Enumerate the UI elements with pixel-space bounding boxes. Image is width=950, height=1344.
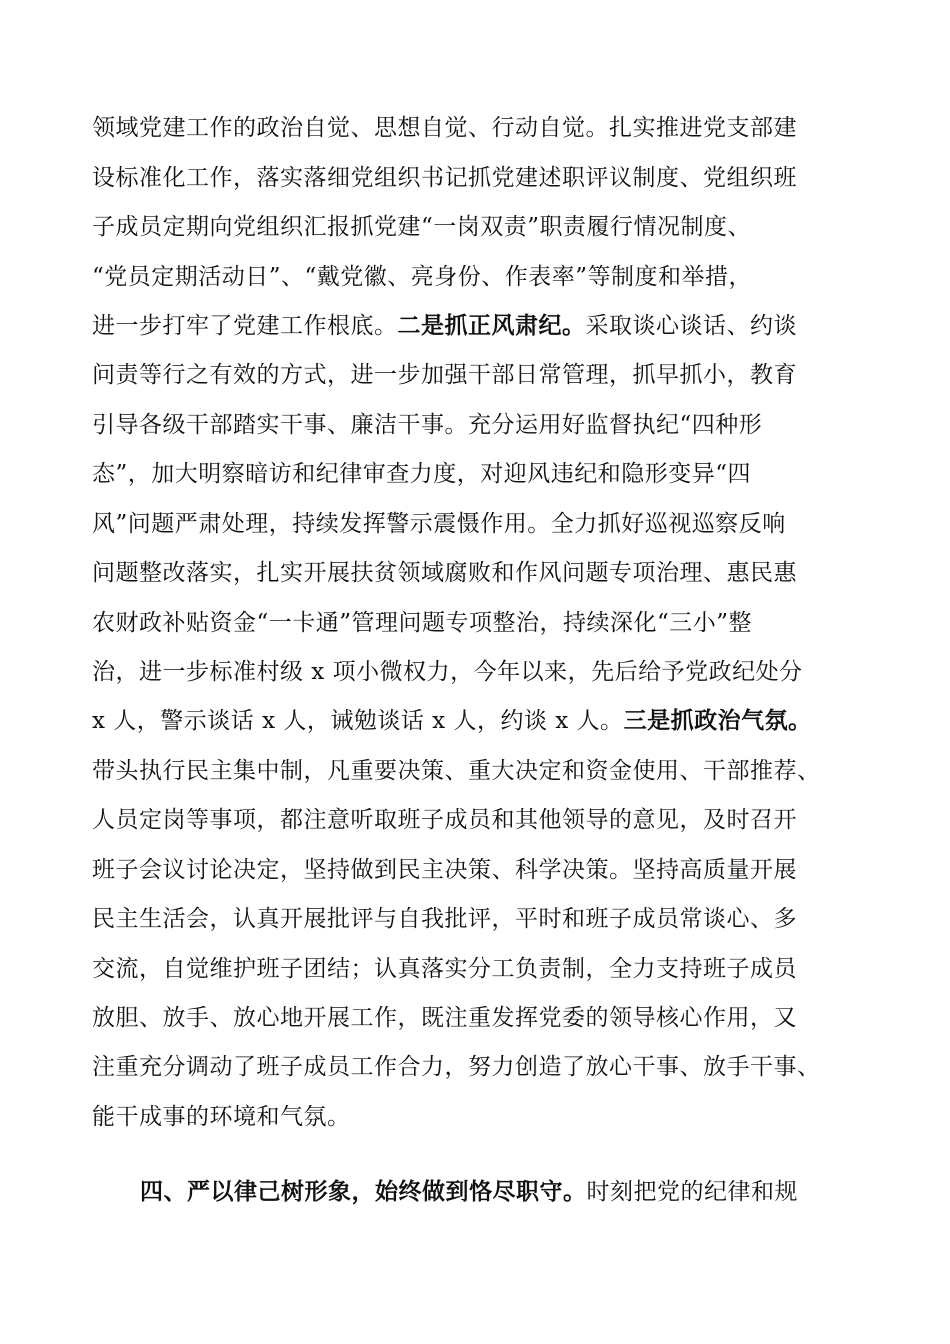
- bold-heading-inline: 三是抓政治气氛。: [623, 707, 812, 734]
- text-line: 引导各级干部踏实干事、廉洁干事。充分运用好监督执纪“四种形: [92, 412, 763, 438]
- text-line: 进一步打牢了党建工作根底。二是抓正风肃纪。采取谈心谈话、约谈: [92, 312, 797, 339]
- text-line: 问题整改落实，扎实开展扶贫领域腐败和作风问题专项治理、惠民惠: [92, 560, 797, 586]
- text-line: 班子会议讨论决定，坚持做到民主决策、科学决策。坚持高质量开展: [92, 857, 797, 883]
- section-heading: 四、严以律己树形象，始终做到恪尽职守。: [140, 1178, 587, 1205]
- text-line: x 人，警示谈话 x 人，诫勉谈话 x 人，约谈 x 人。三是抓政治气氛。: [92, 707, 812, 734]
- text-line: 治，进一步标准村级 x 项小微权力，今年以来，先后给予党政纪处分: [92, 659, 803, 685]
- text-line: “党员定期活动日”、“戴党徽、亮身份、作表率”等制度和举措，: [92, 264, 753, 290]
- text-line: 领域党建工作的政治自觉、思想自觉、行动自觉。扎实推进党支部建: [92, 115, 797, 141]
- text-line: 农财政补贴资金“一卡通”管理问题专项整治，持续深化“三小”整: [92, 610, 753, 636]
- section-heading-line: 四、严以律己树形象，始终做到恪尽职守。时刻把党的纪律和规: [140, 1178, 798, 1205]
- text-line: 问责等行之有效的方式，进一步加强干部日常管理，抓早抓小，教育: [92, 362, 797, 388]
- text-line: 能干成事的环境和气氛。: [92, 1104, 351, 1130]
- text-line: 子成员定期向党组织汇报抓党建“一岗双责”职责履行情况制度、: [92, 214, 752, 240]
- text-line: 放胆、放手、放心地开展工作，既注重发挥党委的领导核心作用，又: [92, 1005, 797, 1031]
- text-line: 态”，加大明察暗访和纪律审查力度，对迎风违纪和隐形变异“四: [92, 461, 752, 487]
- text-line: 带头执行民主集中制，凡重要决策、重大决定和资金使用、干部推荐、: [92, 758, 821, 784]
- bold-heading-inline: 二是抓正风肃纪。: [397, 312, 586, 339]
- text-line: 交流，自觉维护班子团结；认真落实分工负责制，全力支持班子成员: [92, 956, 797, 982]
- text-line: 民主生活会，认真开展批评与自我批评，平时和班子成员常谈心、多: [92, 906, 797, 932]
- text-line: 设标准化工作，落实落细党组织书记抓党建述职评议制度、党组织班: [92, 165, 797, 191]
- text-line: 注重充分调动了班子成员工作合力，努力创造了放心干事、放手干事、: [92, 1054, 821, 1080]
- text-line: 风”问题严肃处理，持续发挥警示震慑作用。全力抓好巡视巡察反响: [92, 511, 786, 537]
- text-line: 人员定岗等事项，都注意听取班子成员和其他领导的意见，及时召开: [92, 807, 797, 833]
